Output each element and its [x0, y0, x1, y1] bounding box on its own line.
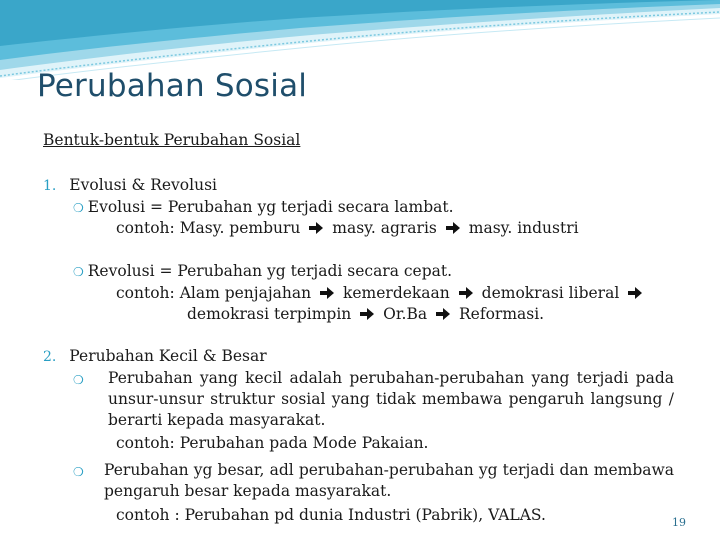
- evolusi-example-step3: masy. industri: [468, 219, 579, 237]
- revolusi-example-line2: [187, 304, 544, 324]
- bullet-icon: ❍: [73, 201, 84, 215]
- besar-paragraph: [104, 460, 674, 502]
- page-number: 19: [672, 516, 686, 529]
- besar-example: contoh : Perubahan pd dunia Industri (Pabrik), VALAS.: [116, 506, 546, 524]
- kecil-text: Perubahan yang kecil adalah perubahan-perubahan yang terjadi pada unsur-unsur struktur sosial yang tidak membawa pengaruh langsung / berarti kepada masyarakat.: [108, 369, 674, 429]
- section2-number: 2.: [43, 349, 57, 365]
- evolusi-example-line: [116, 218, 579, 238]
- arrow-right-icon: [320, 287, 334, 299]
- evolusi-example-step2: masy. agraris: [332, 219, 437, 237]
- revolusi-example-step2: kemerdekaan: [342, 284, 450, 302]
- section2-heading: Perubahan Kecil & Besar: [69, 347, 267, 365]
- revolusi-example-step4: demokrasi terpimpin: [187, 305, 352, 323]
- bullet-icon: ❍: [73, 465, 84, 479]
- arrow-right-icon: [360, 308, 374, 320]
- revolusi-example-step5: Or.Ba: [383, 305, 428, 323]
- slide-title: Perubahan Sosial: [37, 68, 308, 104]
- revolusi-definition: Revolusi = Perubahan yg terjadi secara cepat.: [87, 262, 453, 280]
- revolusi-example-step3: demokrasi liberal: [481, 284, 620, 302]
- evolusi-definition-line: [73, 197, 454, 218]
- bullet-icon: ❍: [73, 265, 84, 279]
- revolusi-example-prefix: contoh: Alam penjajahan: [116, 284, 312, 302]
- section1-heading-line: [43, 175, 217, 196]
- arrow-right-icon: [446, 222, 460, 234]
- section1-number: 1.: [43, 178, 57, 194]
- revolusi-example-line1: [116, 283, 646, 303]
- bullet-icon: ❍: [73, 373, 84, 387]
- revolusi-definition-line: [73, 261, 452, 282]
- section1-heading: Evolusi & Revolusi: [69, 176, 217, 194]
- kecil-example: contoh: Perubahan pada Mode Pakaian.: [116, 434, 429, 452]
- arrow-right-icon: [459, 287, 473, 299]
- revolusi-example-step6: Reformasi.: [459, 305, 545, 323]
- section2-heading-line: [43, 346, 267, 367]
- arrow-right-icon: [436, 308, 450, 320]
- evolusi-definition: Evolusi = Perubahan yg terjadi secara lambat.: [87, 198, 454, 216]
- arrow-right-icon: [309, 222, 323, 234]
- arrow-right-icon: [628, 287, 642, 299]
- slide-subtitle: Bentuk-bentuk Perubahan Sosial: [43, 131, 301, 149]
- kecil-paragraph: [108, 368, 674, 431]
- besar-text: Perubahan yg besar, adl perubahan-perubahan yg terjadi dan membawa pengaruh besar kepada masyarakat.: [104, 461, 674, 500]
- evolusi-example-prefix: contoh: Masy. pemburu: [116, 219, 301, 237]
